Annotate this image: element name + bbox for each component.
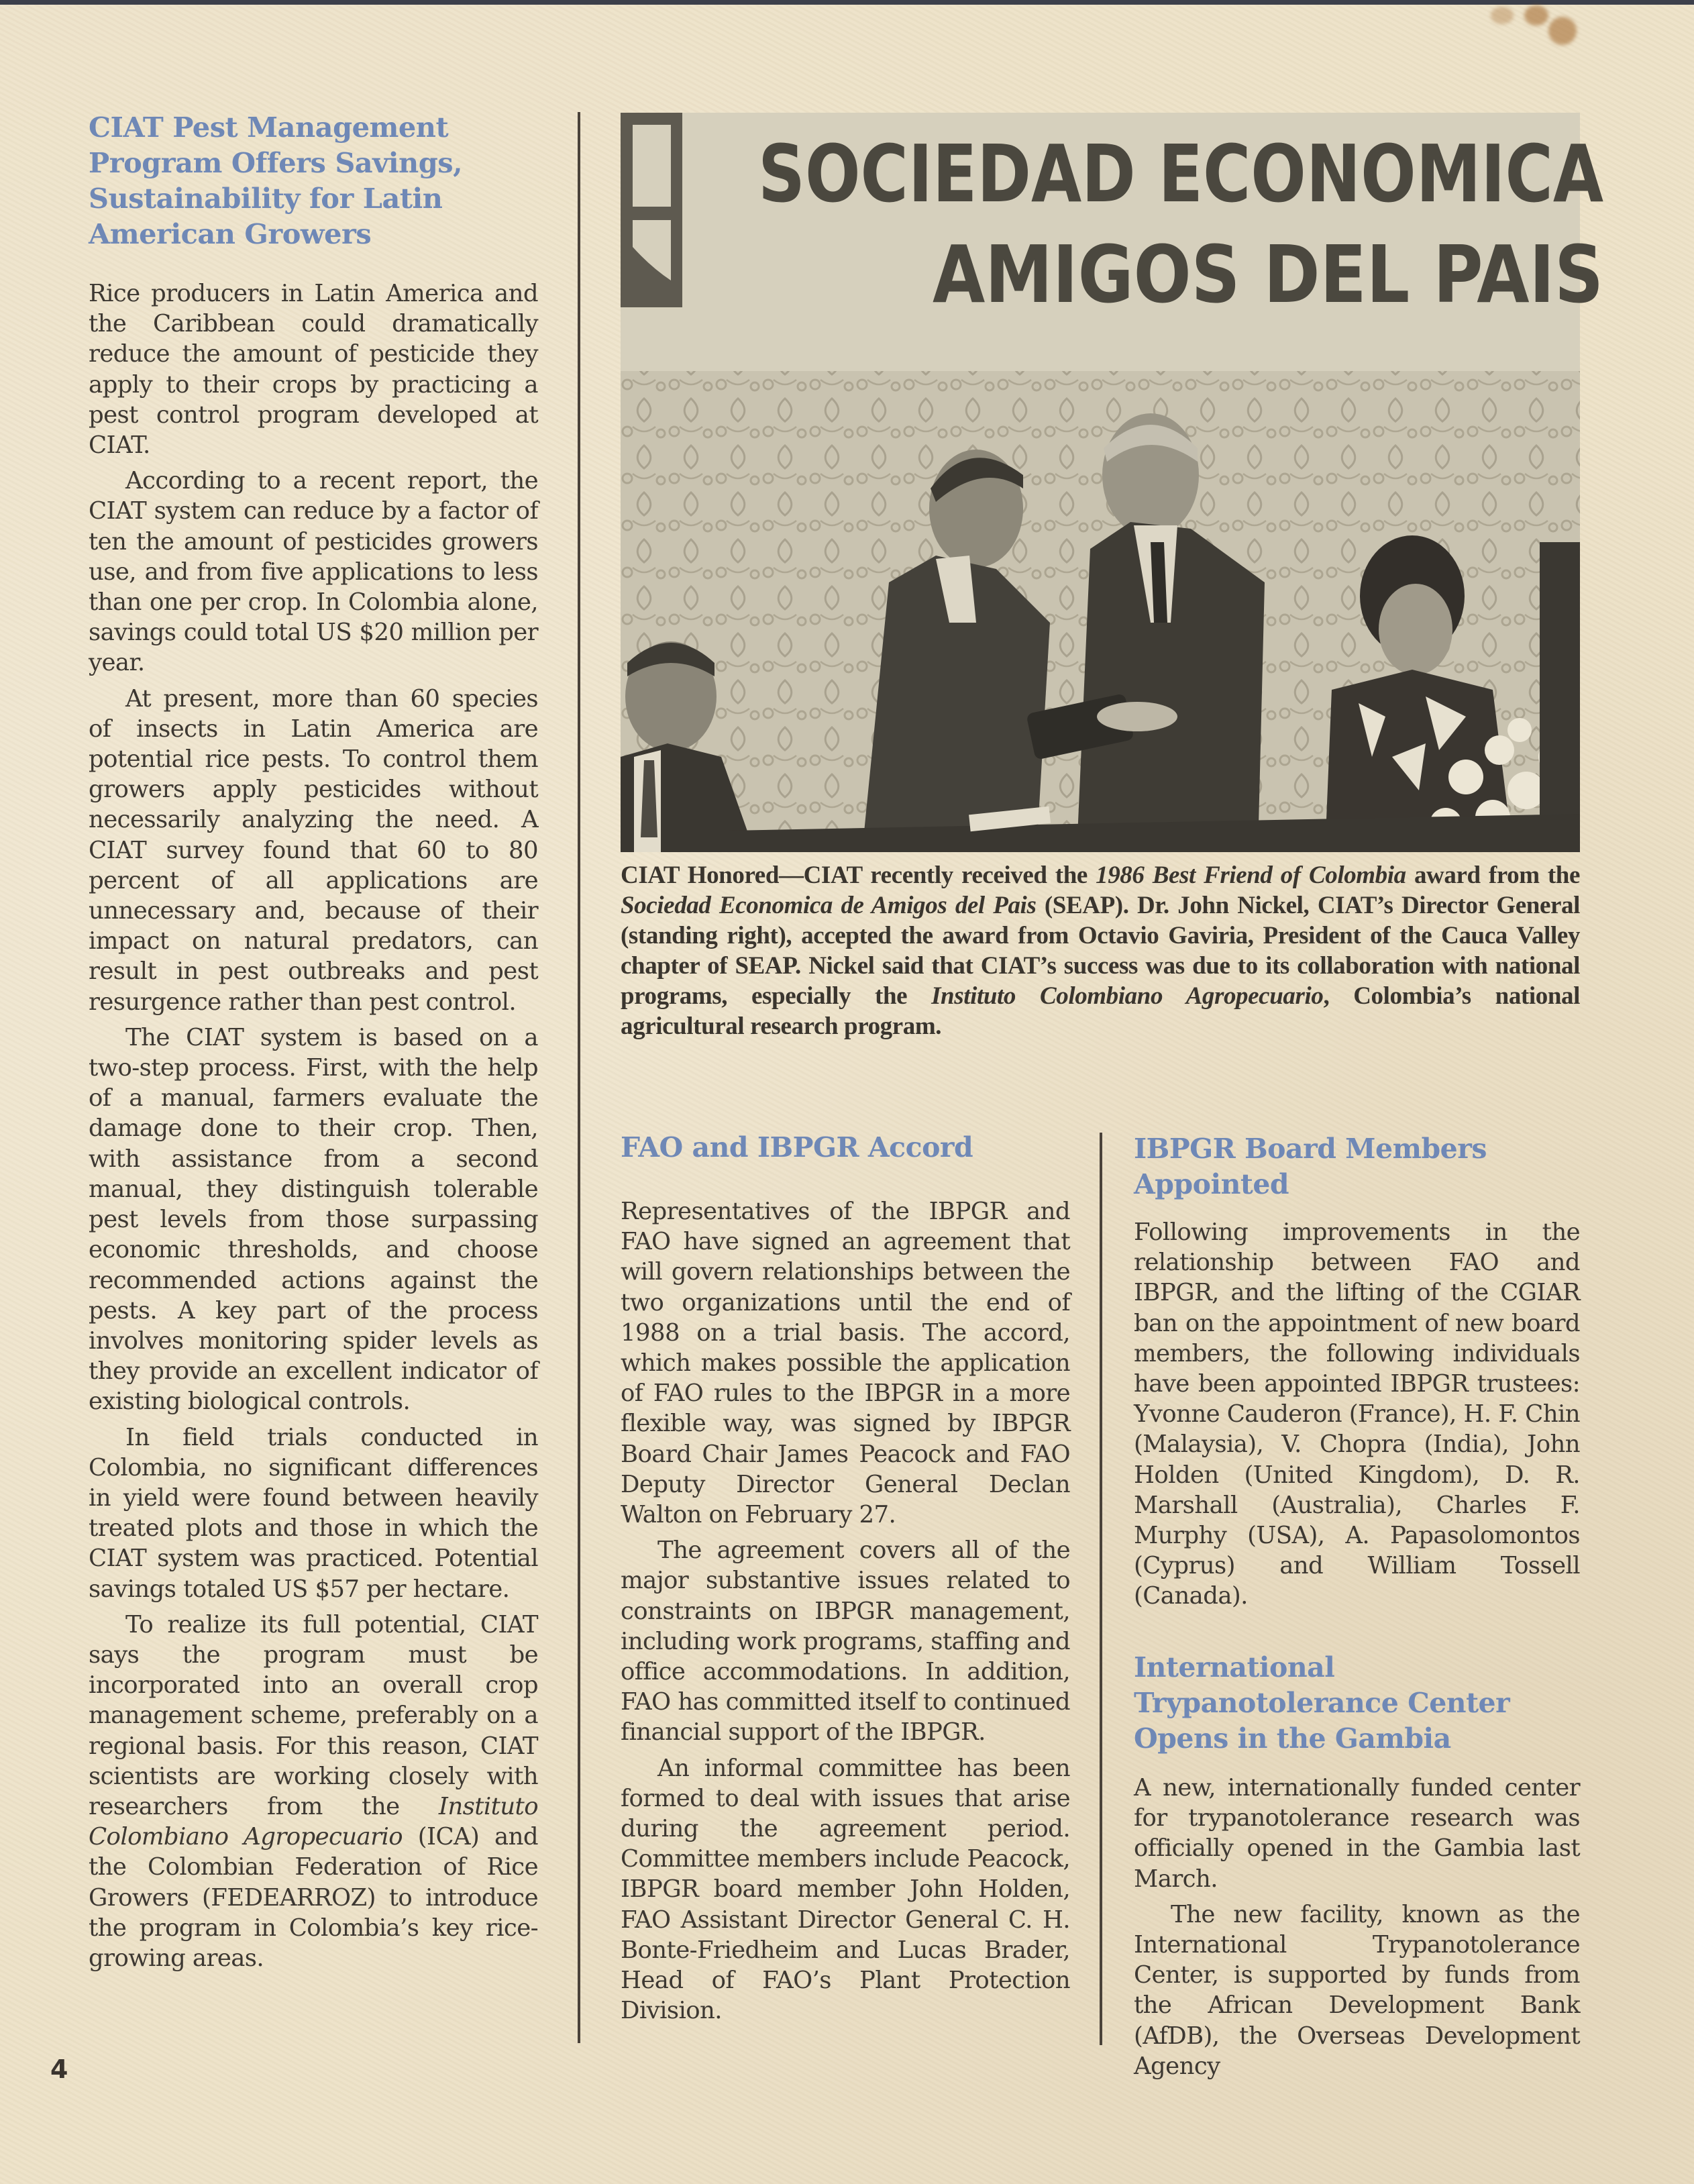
text-run: Following improvements in the relationship between FAO and IBPGR, and the lifting of the CGIAR ban on the appointment of new board members, the following individuals have been appointed IBPGR trustees: Yvonne Cauderon (France), H. F. Chin (Malaysia), V. Chopra (India), John Holden (United Kingdom), D. R. Marshall (Australia), Charles F. Murphy (USA), A. Papasolomontos (Cyprus) and William Tossell (Canada). xyxy=(1134,1218,1580,1610)
paragraph xyxy=(89,278,538,460)
article-body xyxy=(1134,1217,1580,1612)
paper-stain xyxy=(1548,17,1577,45)
text-run: The agreement covers all of the major substantive issues related to constraints on IBPGR management, including work programs, staffing and office accommodations. In addition, FAO has committed itself to continued financial support of the IBPGR. xyxy=(621,1537,1070,1747)
article-trypanotolerance-center xyxy=(1134,1650,1580,2081)
headline-line: FAO and IBPGR Accord xyxy=(621,1131,973,1163)
article-pest-management xyxy=(89,109,538,1973)
paragraph xyxy=(89,1422,538,1604)
article-headline xyxy=(621,1130,1070,1165)
text-run: (SEAP). Dr. John Nickel, CIAT’s Director General (standing right), accepted the award from Octavio Gaviria, President of the Cauca Valley chapter of SEAP. Nickel said that CIAT’s success was due to its collaboration with national programs, especially the xyxy=(621,892,1580,1010)
italic-text: Instituto Colombiano Agropecuario xyxy=(931,982,1324,1010)
article-body xyxy=(621,1196,1070,2026)
seap-logo xyxy=(621,113,682,307)
text-run: (ICA) and the Colombian Federation of Rice Growers (FEDEARROZ) to introduce the program in Colombia’s key rice-growing areas. xyxy=(89,1823,538,1972)
paper-stain xyxy=(1524,5,1548,25)
paragraph xyxy=(621,1535,1070,1747)
column-rule xyxy=(1100,1133,1102,2045)
paragraph xyxy=(621,1196,1070,1530)
text-run: The new facility, known as the International Trypanotolerance Center, is supported by funds from the African Development Bank (AfDB), the Overseas Development Agency xyxy=(1134,1900,1580,2080)
text-run: Rice producers in Latin America and the Caribbean could dramatically reduce the amount of pesticide they apply to their crops by practicing a pest control program developed at CIAT. xyxy=(89,280,538,460)
text-run: CIAT Honored—CIAT recently received the xyxy=(621,862,1096,889)
italic-text: Sociedad Economica de Amigos del Pais xyxy=(621,892,1037,919)
italic-text: Instituto Colombiano Agropecuario xyxy=(89,1792,538,1851)
text-run: award from the xyxy=(1406,862,1580,889)
paragraph xyxy=(1134,1217,1580,1612)
text-run: According to a recent report, the CIAT system can reduce by a factor of ten the amount of pesticides growers use, and from five applications to less than one per crop. In Colombia alone, savings could total US $20 million per year. xyxy=(89,467,538,677)
headline-line: Appointed xyxy=(1134,1168,1289,1200)
article-ibpgr-board xyxy=(1134,1131,1580,1612)
article-headline xyxy=(1134,1650,1580,1757)
italic-text: 1986 Best Friend of Colombia xyxy=(1096,862,1406,889)
paragraph xyxy=(1134,1773,1580,1894)
page-number: 4 xyxy=(50,2055,68,2084)
paragraph xyxy=(89,466,538,678)
headline-line: Opens in the Gambia xyxy=(1134,1722,1451,1755)
banner-text-line-1: SOCIEDAD ECONOMICA xyxy=(758,127,1603,220)
headline-line: Sustainability for Latin xyxy=(89,182,443,215)
paragraph xyxy=(89,1023,538,1417)
page-top-edge xyxy=(0,0,1694,5)
headline-line: IBPGR Board Members xyxy=(1134,1133,1487,1165)
headline-line: CIAT Pest Management xyxy=(89,111,449,144)
photo-caption xyxy=(621,860,1580,1041)
headline-line: Trypanotolerance Center xyxy=(1134,1687,1510,1719)
article-headline xyxy=(1134,1131,1580,1202)
text-run: In field trials conducted in Colombia, no significant differences in yield were found between heavily treated plots and those in which the CIAT system was practiced. Potential savings totaled US $57 per hectare. xyxy=(89,1423,538,1603)
text-run: At present, more than 60 species of insects in Latin America are potential rice pests. To control them growers apply pesticides without necessarily analyzing the need. A CIAT survey found that 60 to 80 percent of all applications are unnecessary and, because of their impact on natural predators, can result in pest outbreaks and pest resurgence rather than pest control. xyxy=(89,684,538,1016)
text-run: A new, internationally funded center for trypanotolerance research was officially opened in the Gambia last March. xyxy=(1134,1774,1580,1893)
article-fao-ibpgr-accord xyxy=(621,1130,1070,2026)
paragraph xyxy=(1134,1900,1580,2081)
paragraph xyxy=(89,1610,538,1973)
text-run: Representatives of the IBPGR and FAO have signed an agreement that will govern relationships between the two organizations until the end of 1988 on a trial basis. The accord, which makes possible the application of FAO rules to the IBPGR in a more flexible way, was signed by IBPGR Board Chair James Peacock and FAO Deputy Director General Declan Walton on February 27. xyxy=(621,1198,1070,1529)
headline-line: Program Offers Savings, xyxy=(89,146,463,179)
paragraph xyxy=(89,684,538,1017)
text-run: , Colombia’s national agricultural research program. xyxy=(621,982,1580,1040)
headline-line: American Growers xyxy=(89,217,372,250)
article-body xyxy=(89,278,538,1973)
banner-text-line-2: AMIGOS DEL PAIS xyxy=(933,228,1603,321)
article-body xyxy=(1134,1773,1580,2081)
text-run: An informal committee has been formed to deal with issues that arise during the agreement period. Committee members include Peacock, IBPGR board member John Holden, FAO Assistant Director General C. H. Bonte-Friedheim and Lucas Brader, Head of FAO’s Plant Protection Division. xyxy=(621,1754,1070,2025)
text-run: The CIAT system is based on a two-step process. First, with the help of a manual, farmers evaluate the damage done to their crop. Then, with assistance from a second manual, they distinguish tolerable pest levels from those surpassing economic thresholds, and choose recommended actions against the pests. A key part of the process involves monitoring spider levels as they provide an excellent indicator of existing biological controls. xyxy=(89,1023,538,1416)
article-headline xyxy=(89,109,538,252)
column-rule xyxy=(578,112,580,2043)
text-run: To realize its full potential, CIAT says the program must be incorporated into an overall crop management scheme, preferably on a regional basis. For this reason, CIAT scientists are working closely with researchers from the xyxy=(89,1610,538,1820)
paper-stain xyxy=(1491,7,1514,24)
headline-line: International xyxy=(1134,1651,1335,1683)
paragraph xyxy=(621,1753,1070,2026)
award-ceremony-photo xyxy=(621,113,1603,852)
